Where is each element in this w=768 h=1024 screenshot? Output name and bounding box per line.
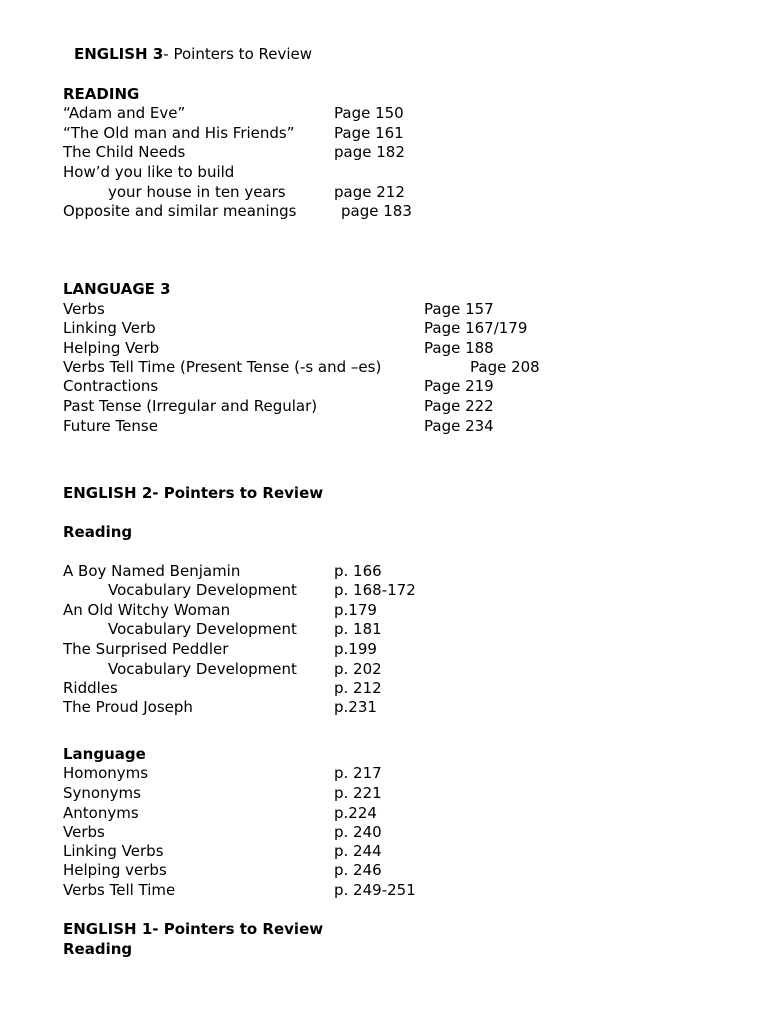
language-item-page: p. 240 — [334, 823, 382, 841]
english2-reading-heading: Reading — [63, 523, 133, 541]
language-item-label: Contractions — [63, 377, 159, 395]
reading-item-page: p. 202 — [334, 660, 382, 678]
language-item-page: Page 208 — [470, 358, 540, 376]
language-item-label: Helping verbs — [63, 861, 167, 879]
language-item-label: Linking Verb — [63, 319, 156, 337]
language-item-label: Linking Verbs — [63, 842, 164, 860]
english2-language-heading: Language — [63, 745, 146, 763]
reading-item-label: your house in ten years — [108, 183, 286, 201]
reading-item-label: “Adam and Eve” — [63, 104, 186, 122]
english1-reading-heading: Reading — [63, 940, 133, 958]
language-item-label: Past Tense (Irregular and Regular) — [63, 397, 318, 415]
language-item-label: Helping Verb — [63, 339, 160, 357]
language-item-page: p. 221 — [334, 784, 382, 802]
reading-item-page: p.179 — [334, 601, 377, 619]
reading-item-label: Opposite and similar meanings — [63, 202, 297, 220]
language-item-label: Synonyms — [63, 784, 141, 802]
english1-title: ENGLISH 1- Pointers to Review — [63, 920, 324, 938]
language-item-label: Verbs Tell Time — [63, 881, 176, 899]
reading-item-page: p.199 — [334, 640, 377, 658]
language-item-label: Future Tense — [63, 417, 158, 435]
reading-item-page: p. 212 — [334, 679, 382, 697]
reading-item-label: Vocabulary Development — [108, 620, 297, 638]
language-item-page: p. 246 — [334, 861, 382, 879]
language-item-page: Page 234 — [424, 417, 494, 435]
reading-item-label: Vocabulary Development — [108, 581, 297, 599]
english3-title-rest: - Pointers to Review — [163, 45, 313, 63]
reading-item-page: p. 181 — [334, 620, 382, 638]
language-item-label: Verbs Tell Time (Present Tense (-s and –es) — [63, 358, 382, 376]
reading-item-page: page 183 — [341, 202, 412, 220]
reading-item-label: The Child Needs — [63, 143, 186, 161]
english3-language-heading: LANGUAGE 3 — [63, 280, 171, 298]
reading-item-label: The Proud Joseph — [63, 698, 193, 716]
english3-reading-heading: READING — [63, 85, 140, 103]
language-item-label: Verbs — [63, 823, 105, 841]
reading-item-label: How’d you like to build — [63, 163, 235, 181]
language-item-page: p. 244 — [334, 842, 382, 860]
language-item-page: Page 222 — [424, 397, 494, 415]
language-item-label: Antonyms — [63, 804, 139, 822]
reading-item-label: A Boy Named Benjamin — [63, 562, 241, 580]
reading-item-page: p.231 — [334, 698, 377, 716]
language-item-page: p. 217 — [334, 764, 382, 782]
reading-item-page: Page 161 — [334, 124, 404, 142]
language-item-page: Page 188 — [424, 339, 494, 357]
english2-title: ENGLISH 2- Pointers to Review — [63, 484, 324, 502]
english3-title — [74, 45, 312, 64]
reading-item-label: Vocabulary Development — [108, 660, 297, 678]
reading-item-label: “The Old man and His Friends” — [63, 124, 295, 142]
reading-item-label: An Old Witchy Woman — [63, 601, 231, 619]
language-item-page: Page 167/179 — [424, 319, 528, 337]
reading-item-label: The Surprised Peddler — [63, 640, 229, 658]
english3-title-bold: ENGLISH 3 — [74, 45, 164, 63]
reading-item-page: p. 168-172 — [334, 581, 416, 599]
language-item-page: Page 219 — [424, 377, 494, 395]
reading-item-page: p. 166 — [334, 562, 382, 580]
reading-item-page: page 212 — [334, 183, 405, 201]
reading-item-page: page 182 — [334, 143, 405, 161]
language-item-label: Verbs — [63, 300, 105, 318]
reading-item-page: Page 150 — [334, 104, 404, 122]
language-item-page: p.224 — [334, 804, 377, 822]
language-item-page: Page 157 — [424, 300, 494, 318]
language-item-label: Homonyms — [63, 764, 149, 782]
reading-item-label: Riddles — [63, 679, 118, 697]
language-item-page: p. 249-251 — [334, 881, 416, 899]
